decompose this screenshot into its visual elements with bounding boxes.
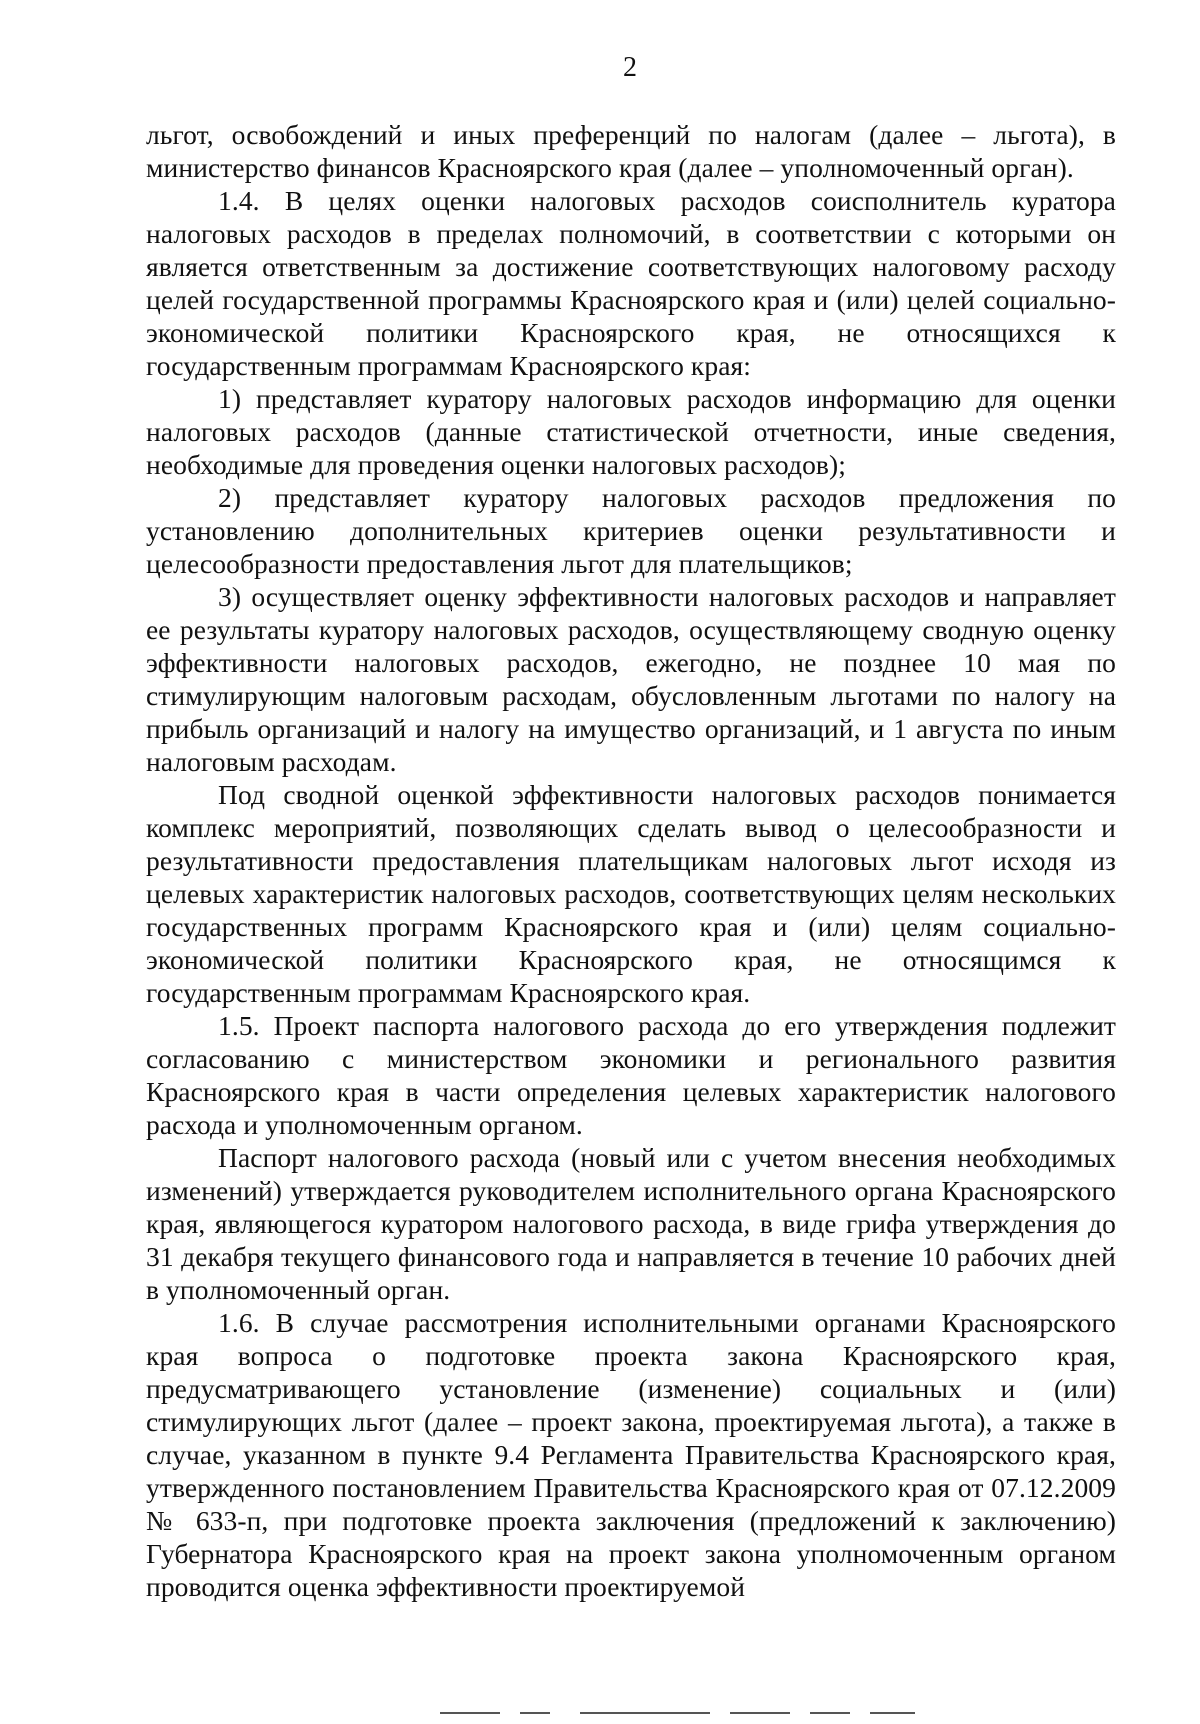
paragraph-continuation: льгот, освобождений и иных преференций по налогам (далее – льгота), в министерство финансов Красноярского края (далее – уполномоченный орган). [146, 119, 1116, 183]
paragraph-item-2: 2) представляет куратору налоговых расходов предложения по установлению дополнительных критериев оценки результативности и целесообразности предоставления льгот для плательщиков; [146, 482, 1116, 579]
paragraph-1-6: 1.6. В случае рассмотрения исполнительными органами Красноярского края вопроса о подготовке проекта закона Красноярского края, предусматривающего установление (изменение) социальных и (или) стимулирующих льгот (далее – проект закона, проектируемая льгота), а также в случае, указанном в пункте 9.4 Регламента Правительства Красноярского края, утвержденного постановлением Правительства Красноярского края от 07.12.2009 № 633-п, при подготовке проекта заключения (предложений к заключению) Губернатора Красноярского края на проект закона уполномоченным органом проводится оценка эффективности проектируемой [146, 1307, 1116, 1602]
paragraph-1-4: 1.4. В целях оценки налоговых расходов соисполнитель куратора налоговых расходов в пределах полномочий, в соответствии с которыми он является ответственным за достижение соответствующих налоговому расходу целей государственной программы Красноярского края и (или) целей социально-экономической политики Красноярского края, не относящихся к государственным программам Красноярского края: [146, 185, 1116, 381]
page-number: 2 [623, 52, 637, 83]
paragraph-passport: Паспорт налогового расхода (новый или с учетом внесения необходимых изменений) утверждается руководителем исполнительного органа Красноярского края, являющегося куратором налогового расхода, в виде грифа утверждения до 31 декабря текущего финансового года и направляется в течение 10 рабочих дней в уполномоченный орган. [146, 1142, 1116, 1305]
paragraph-summary-definition: Под сводной оценкой эффективности налоговых расходов понимается комплекс мероприятий, позволяющих сделать вывод о целесообразности и результативности предоставления плательщикам налоговых льгот исходя из целевых характеристик налоговых расходов, соответствующих целям нескольких государственных программ Красноярского края и (или) целям социально-экономической политики Красноярского края, не относящимся к государственным программам Красноярского края. [146, 779, 1116, 1008]
scan-artifact-marks [440, 1712, 920, 1716]
paragraph-1-5: 1.5. Проект паспорта налогового расхода до его утверждения подлежит согласованию с министерством экономики и регионального развития Красноярского края в части определения целевых характеристик налогового расхода и уполномоченным органом. [146, 1010, 1116, 1140]
paragraph-item-1: 1) представляет куратору налоговых расходов информацию для оценки налоговых расходов (данные статистической отчетности, иные сведения, необходимые для проведения оценки налоговых расходов); [146, 383, 1116, 480]
paragraph-item-3: 3) осуществляет оценку эффективности налоговых расходов и направляет ее результаты куратору налоговых расходов, осуществляющему сводную оценку эффективности налоговых расходов, ежегодно, не позднее 10 мая по стимулирующим налоговым расходам, обусловленным льготами по налогу на прибыль организаций и налогу на имущество организаций, и 1 августа по иным налоговым расходам. [146, 581, 1116, 777]
document-body [146, 118, 1116, 1603]
